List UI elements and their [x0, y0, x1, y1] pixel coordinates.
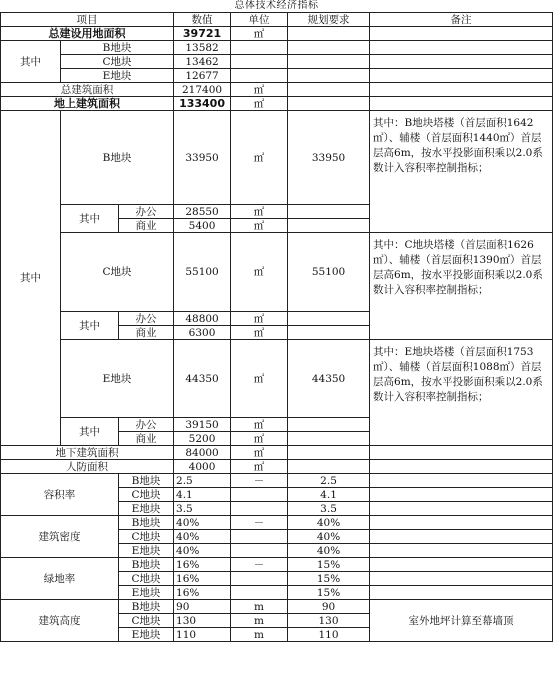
land-parcel-value: 13582: [174, 41, 231, 55]
table-row: [1, 233, 553, 312]
parcel-requirement: 55100: [288, 233, 370, 312]
land-parcel-value: 13462: [174, 55, 231, 69]
sub-use-name: 办公: [119, 418, 174, 432]
land-parcel-value: 12677: [174, 69, 231, 83]
table-row: [1, 55, 553, 69]
above-ground-value: 133400: [174, 97, 231, 111]
indicator-value: 40%: [174, 516, 231, 530]
indicator-requirement: 40%: [288, 530, 370, 544]
indicator-value: 40%: [174, 544, 231, 558]
sub-use-value: 28550: [174, 205, 231, 219]
underground-label: 地下建筑面积: [1, 446, 174, 460]
civil-defense-unit: ㎡: [231, 460, 288, 474]
table-row: [1, 446, 553, 460]
table-row: [1, 97, 553, 111]
sub-use-unit: ㎡: [231, 432, 288, 446]
indicator-value: 16%: [174, 586, 231, 600]
indicator-label: 绿地率: [1, 558, 119, 600]
civil-defense-label: 人防面积: [1, 460, 174, 474]
header-row: [1, 13, 553, 27]
parcel-sub-label: 其中: [61, 205, 119, 233]
parcel-note: 其中：B地块塔楼（首层面积1642㎡）、辅楼（首层面积1440㎡）首层层高6m，按水平投影面积乘以2.0系数计入容积率控制指标；: [370, 111, 553, 219]
table-row: [1, 111, 553, 205]
sub-use-value: 5200: [174, 432, 231, 446]
indicator-unit: －: [231, 558, 288, 572]
indicator-parcel: B地块: [119, 474, 174, 488]
indicator-value: 130: [174, 614, 231, 628]
sub-use-name: 商业: [119, 432, 174, 446]
parcel-value: 55100: [174, 233, 231, 312]
indicator-unit: m: [231, 628, 288, 642]
parcel-value: 33950: [174, 111, 231, 205]
table-row: [1, 460, 553, 474]
underground-unit: ㎡: [231, 446, 288, 460]
header-remark: 备注: [370, 13, 553, 27]
indicator-requirement: 130: [288, 614, 370, 628]
indicator-value: 90: [174, 600, 231, 614]
indicator-parcel: E地块: [119, 544, 174, 558]
indicator-parcel: B地块: [119, 600, 174, 614]
indicator-unit: －: [231, 516, 288, 530]
above-group-label: 其中: [1, 111, 61, 446]
parcel-unit: ㎡: [231, 340, 288, 418]
indicator-parcel: B地块: [119, 558, 174, 572]
sub-use-unit: ㎡: [231, 312, 288, 326]
table-row: [1, 600, 553, 614]
parcel-unit: ㎡: [231, 111, 288, 205]
table-row: [1, 41, 553, 55]
indicator-value: 2.5: [174, 474, 231, 488]
land-total-unit: ㎡: [231, 27, 288, 41]
indicator-unit: m: [231, 600, 288, 614]
indicator-requirement: 40%: [288, 544, 370, 558]
indicator-requirement: 4.1: [288, 488, 370, 502]
header-item: 项目: [1, 13, 174, 27]
indicator-parcel: E地块: [119, 586, 174, 600]
parcel-sub-label: 其中: [61, 418, 119, 446]
table-row: [1, 516, 553, 530]
parcel-note: 其中：E地块塔楼（首层面积1753㎡）、辅楼（首层面积1088㎡）首层层高6m，按水平投影面积乘以2.0系数计入容积率控制指标；: [370, 340, 553, 432]
sub-use-unit: ㎡: [231, 418, 288, 432]
above-ground-unit: ㎡: [231, 97, 288, 111]
indicator-requirement: 3.5: [288, 502, 370, 516]
parcel-requirement: 44350: [288, 340, 370, 418]
indicator-value: 3.5: [174, 502, 231, 516]
indicator-requirement: 110: [288, 628, 370, 642]
header-value: 数值: [174, 13, 231, 27]
indicator-requirement: 15%: [288, 572, 370, 586]
above-ground-label: 地上建筑面积: [1, 97, 174, 111]
indicator-requirement: 40%: [288, 516, 370, 530]
sub-use-value: 39150: [174, 418, 231, 432]
table-row: [1, 27, 553, 41]
land-parcel-name: E地块: [61, 69, 174, 83]
economic-indicators-table: [0, 12, 553, 642]
indicator-parcel: E地块: [119, 502, 174, 516]
indicator-parcel: C地块: [119, 572, 174, 586]
indicator-label: 容积率: [1, 474, 119, 516]
sub-use-value: 6300: [174, 326, 231, 340]
table-row: [1, 340, 553, 418]
header-requirement: 规划要求: [288, 13, 370, 27]
underground-value: 84000: [174, 446, 231, 460]
indicator-requirement: 15%: [288, 586, 370, 600]
table-row: [1, 558, 553, 572]
land-parcel-name: C地块: [61, 55, 174, 69]
indicator-requirement: 2.5: [288, 474, 370, 488]
land-group-label: 其中: [1, 41, 61, 83]
indicator-parcel: C地块: [119, 530, 174, 544]
indicator-parcel: C地块: [119, 488, 174, 502]
land-parcel-name: B地块: [61, 41, 174, 55]
indicator-label: 建筑高度: [1, 600, 119, 642]
indicator-value: 40%: [174, 530, 231, 544]
indicator-unit: m: [231, 614, 288, 628]
indicator-parcel: B地块: [119, 516, 174, 530]
civil-defense-value: 4000: [174, 460, 231, 474]
parcel-name: C地块: [61, 233, 174, 312]
parcel-name: B地块: [61, 111, 174, 205]
parcel-name: E地块: [61, 340, 174, 418]
indicator-unit: －: [231, 474, 288, 488]
indicator-value: 4.1: [174, 488, 231, 502]
height-remark: 室外地坪计算至幕墙顶: [370, 600, 553, 642]
parcel-unit: ㎡: [231, 233, 288, 312]
sub-use-name: 商业: [119, 326, 174, 340]
indicator-parcel: C地块: [119, 614, 174, 628]
parcel-note: 其中：C地块塔楼（首层面积1626㎡）、辅楼（首层面积1390㎡）首层层高6m，按水平投影面积乘以2.0系数计入容积率控制指标；: [370, 233, 553, 326]
sub-use-name: 办公: [119, 312, 174, 326]
indicator-label: 建筑密度: [1, 516, 119, 558]
table-row: [1, 69, 553, 83]
table-row: [1, 474, 553, 488]
sub-use-unit: ㎡: [231, 326, 288, 340]
sub-use-value: 48800: [174, 312, 231, 326]
sub-use-name: 办公: [119, 205, 174, 219]
parcel-sub-label: 其中: [61, 312, 119, 340]
indicator-parcel: E地块: [119, 628, 174, 642]
indicator-value: 16%: [174, 572, 231, 586]
indicator-requirement: 90: [288, 600, 370, 614]
indicator-requirement: 15%: [288, 558, 370, 572]
sub-use-unit: ㎡: [231, 205, 288, 219]
table-title: 总体技术经济指标: [234, 0, 319, 11]
table-row: [1, 83, 553, 97]
indicator-value: 110: [174, 628, 231, 642]
parcel-value: 44350: [174, 340, 231, 418]
land-total-value: 39721: [174, 27, 231, 41]
total-floor-label: 总建筑面积: [1, 83, 174, 97]
total-floor-unit: ㎡: [231, 83, 288, 97]
total-floor-value: 217400: [174, 83, 231, 97]
parcel-requirement: 33950: [288, 111, 370, 205]
sub-use-value: 5400: [174, 219, 231, 233]
header-unit: 单位: [231, 13, 288, 27]
sub-use-unit: ㎡: [231, 219, 288, 233]
sub-use-name: 商业: [119, 219, 174, 233]
land-total-label: 总建设用地面积: [1, 27, 174, 41]
indicator-value: 16%: [174, 558, 231, 572]
